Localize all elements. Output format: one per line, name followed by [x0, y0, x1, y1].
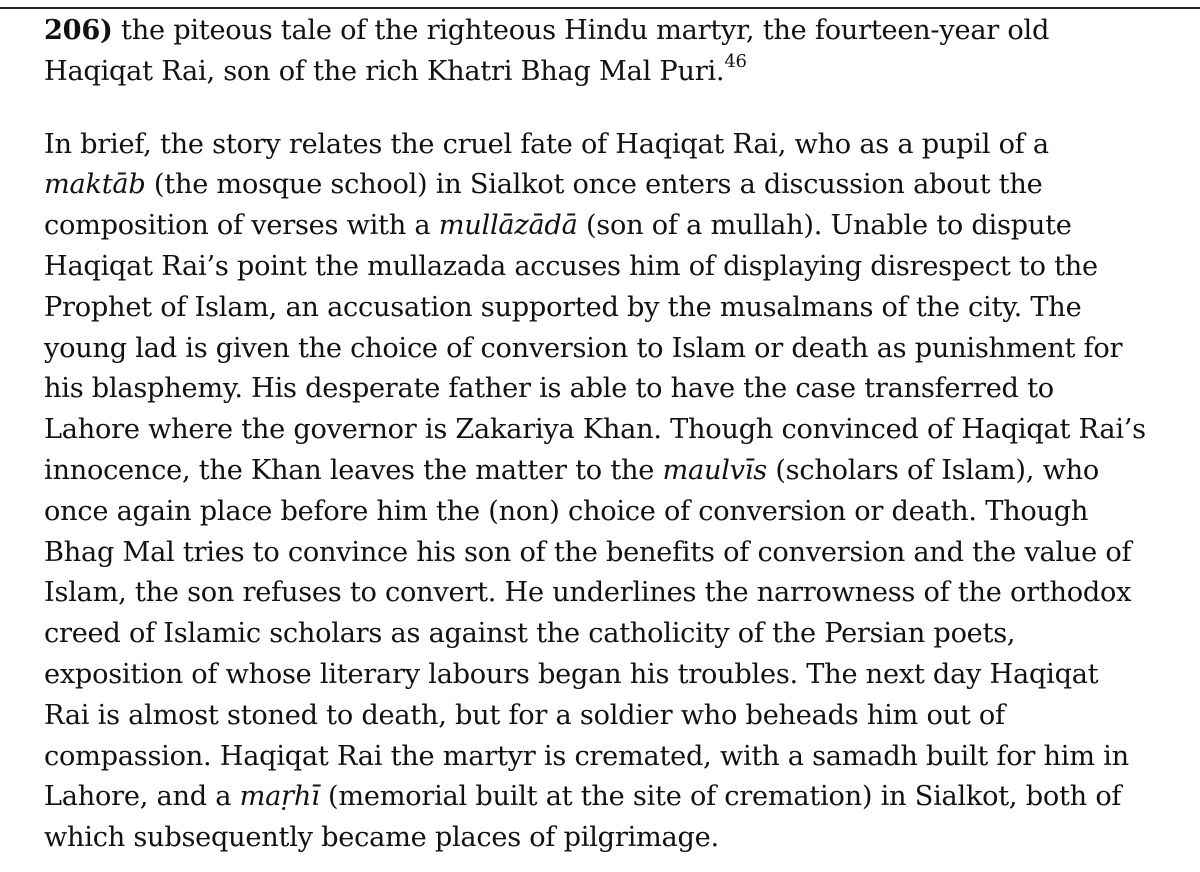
top-rule: [0, 7, 1200, 9]
paragraph-line: compassion. Haqiqat Rai the martyr is cremated, with a samadh built for him in: [44, 740, 1129, 772]
paragraph-line: creed of Islamic scholars as against the catholicity of the Persian poets,: [44, 618, 1016, 650]
entry-line-1: [44, 10, 1194, 52]
entry-line-2: [44, 52, 1194, 93]
paragraph-line: [44, 206, 1194, 247]
italic-term: maṛhī: [239, 781, 320, 813]
entry-text-1: the piteous tale of the righteous Hindu martyr, the fourteen-year old: [121, 15, 1050, 46]
italic-term: maktāb: [44, 169, 146, 201]
line-text: Lahore, and a: [44, 781, 240, 813]
line-text: (scholars of Islam), who: [766, 454, 1099, 486]
line-text: (the mosque school) in Sialkot once enters a discussion about the: [145, 169, 1043, 201]
paragraph-line: once again place before him the (non) choice of conversion or death. Though: [44, 495, 1089, 527]
paragraph-line: which subsequently became places of pilgrimage.: [44, 822, 719, 854]
paragraph-line: [44, 451, 1194, 492]
paragraph-line: Haqiqat Rai’s point the mullazada accuses him of displaying disrespect to the: [44, 250, 1098, 282]
italic-term: maulvīs: [662, 454, 767, 486]
paragraph-line: In brief, the story relates the cruel fate of Haqiqat Rai, who as a pupil of a: [44, 128, 1049, 160]
paragraph-gap: [44, 93, 1194, 125]
line-text: innocence, the Khan leaves the matter to the: [44, 454, 663, 486]
paragraph-line: his blasphemy. His desperate father is able to have the case transferred to: [44, 373, 1054, 405]
paragraph-line: Prophet of Islam, an accusation supported by the musalmans of the city. The: [44, 291, 1082, 323]
italic-term: mullāzādā: [438, 210, 578, 242]
line-text: (memorial built at the site of cremation) in Sialkot, both of: [319, 781, 1122, 813]
paragraph-line: [44, 777, 1194, 818]
line-text: composition of verses with a: [44, 210, 439, 242]
paragraph-line: Islam, the son refuses to convert. He underlines the narrowness of the orthodox: [44, 577, 1132, 609]
paragraph-line: exposition of whose literary labours began his troubles. The next day Haqiqat: [44, 658, 1099, 690]
footnote-ref: 46: [724, 50, 747, 72]
paragraph-line: young lad is given the choice of conversion to Islam or death as punishment for: [44, 332, 1123, 364]
entry-number: 206): [44, 14, 113, 46]
paragraph-line: Bhag Mal tries to convince his son of the benefits of conversion and the value of: [44, 536, 1132, 568]
paragraph-line: Lahore where the governor is Zakariya Khan. Though convinced of Haqiqat Rai’s: [44, 414, 1146, 446]
line-text: (son of a mullah). Unable to dispute: [577, 210, 1072, 242]
text-block: [44, 10, 1194, 859]
paragraph-line: [44, 165, 1194, 206]
entry-text-2: Haqiqat Rai, son of the rich Khatri Bhag Mal Puri.: [44, 55, 725, 87]
paragraph-line: Rai is almost stoned to death, but for a soldier who beheads him out of: [44, 699, 1005, 731]
